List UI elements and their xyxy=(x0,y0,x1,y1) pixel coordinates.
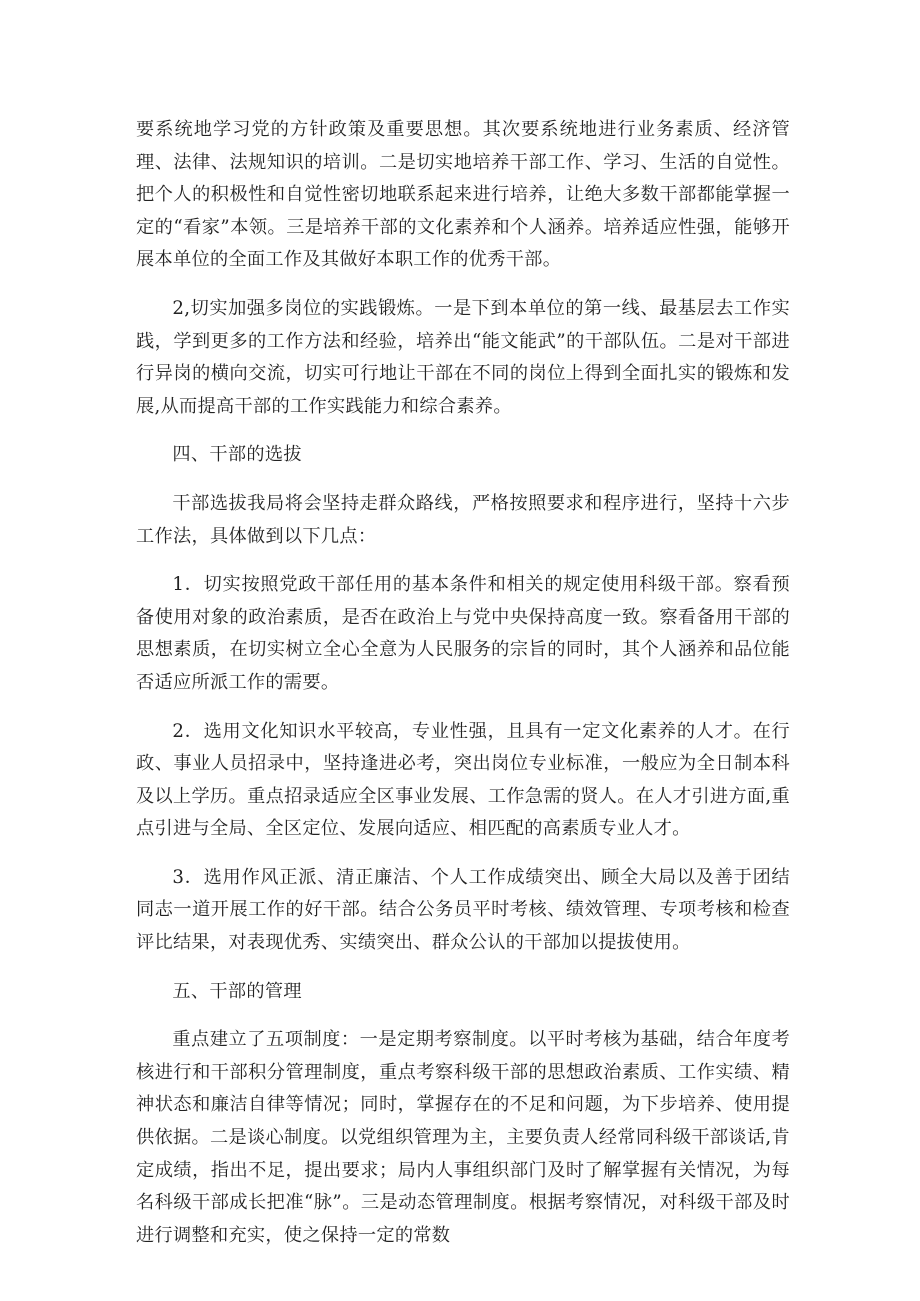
section-heading-selection: 四、干部的选拔 xyxy=(172,444,302,466)
document-body xyxy=(136,114,790,1268)
section-heading-management: 五、干部的管理 xyxy=(172,980,302,1002)
paragraph-training-continuation: 要系统地学习党的方针政策及重要思想。其次要系统地进行业务素质、经济管理、法律、法规知识的培训。二是切实地培养干部工作、学习、生活的自觉性。把个人的积极性和自觉性密切地联系起来进行培养，让绝大多数干部都能掌握一定的“看家”本领。三是培养干部的文化素养和个人涵养。培养适应性强，能够开展本单位的全面工作及其做好本职工作的优秀干部。 xyxy=(136,119,790,271)
paragraph-management-systems: 重点建立了五项制度：一是定期考察制度。以平时考核为基础，结合年度考核进行和干部积分管理制度，重点考察科级干部的思想政治素质、工作实绩、精神状态和廉洁自律等情况；同时，掌握存在的不足和问题，为下步培养、使用提供依据。二是谈心制度。以党组织管理为主，主要负责人经常同科级干部谈话,肯定成绩，指出不足，提出要求；局内人事组织部门及时了解掌握有关情况，为每名科级干部成长把准“脉”。三是动态管理制度。根据考察情况，对科级干部及时进行调整和充实，使之保持一定的常数 xyxy=(136,1029,790,1246)
paragraph-practice-training: 2,切实加强多岗位的实践锻炼。一是下到本单位的第一线、最基层去工作实践，学到更多的工作方法和经验，培养出“能文能武”的干部队伍。二是对干部进行异岗的横向交流，切实可行地让干部在不同的岗位上得到全面扎实的锻炼和发展,从而提高干部的工作实践能力和综合素养。 xyxy=(136,297,790,417)
paragraph-selection-point-1: 1．切实按照党政干部任用的基本条件和相关的规定使用科级干部。察看预备使用对象的政治素质，是否在政治上与党中央保持高度一致。察看备用干部的思想素质，在切实树立全心全意为人民服务的宗旨的同时，其个人涵养和品位能否适应所派工作的需要。 xyxy=(136,574,790,693)
paragraph-selection-intro: 干部选拔我局将会坚持走群众路线，严格按照要求和程序进行，坚持十六步工作法，具体做到以下几点： xyxy=(136,492,790,547)
paragraph-selection-point-3: 3．选用作风正派、清正廉洁、个人工作成绩突出、顾全大局以及善于团结同志一道开展工作的好干部。结合公务员平时考核、绩效管理、专项考核和检查评比结果，对表现优秀、实绩突出、群众公认的干部加以提拔使用。 xyxy=(136,866,790,954)
paragraph-selection-point-2: 2．选用文化知识水平较高，专业性强，且具有一定文化素养的人才。在行政、事业人员招录中，坚持逢进必考，突出岗位专业标准，一般应为全日制本科及以上学历。重点招录适应全区事业发展、工作急需的贤人。在人才引进方面,重点引进与全局、全区定位、发展向适应、相匹配的高素质专业人才。 xyxy=(136,720,790,840)
